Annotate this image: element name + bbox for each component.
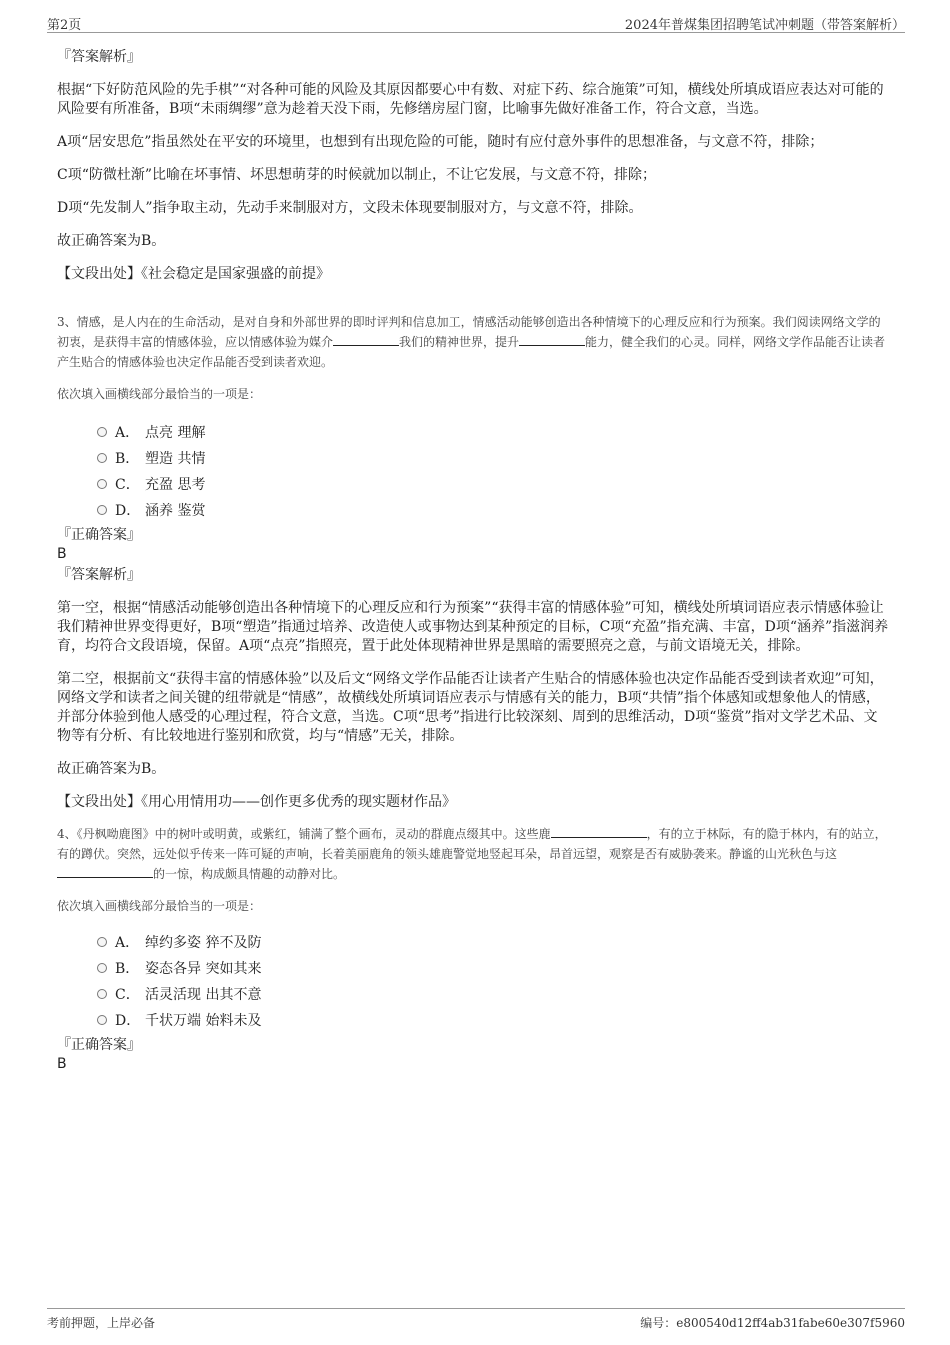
q3-options [57,422,890,526]
q2-source: 【文段出处】《社会稳定是国家强盛的前提》 [57,266,330,282]
q3-analysis-para-2: 第二空，根据前文“获得丰富的情感体验”以及后文“网络文学作品能否让读者产生贴合的情感体验也决定作品能否受到读者欢迎”可知，网络文学和读者之间关键的纽带就是“情感”，故横线处所填词语应表示与情感有关的能力，B项“共情”指个体感知或想象他人的情感，并部分体验到他人感受的心理过程，符合文意，当选。C项“思考”指进行比较深刻、周到的思维活动，D项“鉴赏”指对文学艺术品、文物等有分析、有比较地进行鉴别和欣赏，均与“情感”无关，排除。 [57,671,884,744]
q4-blank-2 [57,865,153,878]
radio-icon[interactable] [97,453,107,463]
q3-conclusion: 故正确答案为B。 [57,761,166,777]
radio-icon[interactable] [97,937,107,947]
q2-analysis-para: 根据“下好防范风险的先手棋”“对各种可能的风险及其原因都要心中有数、对症下药、综合施策”可知，横线处所填成语应表达对可能的风险要有所准备，B项“未雨绸缪”意为趁着天没下雨，先修缮房屋门窗，比喻事先做好准备工作，符合文意，当选。 [57,82,884,117]
q4-correct-label: 『正确答案』 [57,1037,141,1053]
document-title: 2024年普煤集团招聘笔试冲刺题（带答案解析） [624,18,905,33]
q4-options [57,932,890,1036]
radio-icon[interactable] [97,989,107,999]
page-footer [47,1308,905,1329]
footer-slogan: 考前押题，上岸必备 [47,1316,156,1330]
q3-correct-label: 『正确答案』 [57,527,141,543]
q3-option-d[interactable]: D． 涵养 鉴赏 [57,500,890,526]
q4-option-c[interactable]: C． 活灵活现 出其不意 [57,984,890,1010]
q4-correct-answer: B [57,1056,67,1072]
radio-icon[interactable] [97,963,107,973]
radio-icon[interactable] [97,479,107,489]
q3-analysis-label: 『答案解析』 [57,567,141,583]
radio-icon[interactable] [97,505,107,515]
q2-option-c-analysis: C项“防微杜渐”比喻在坏事情、坏思想萌芽的时候就加以制止，不让它发展，与文意不符，排除； [57,167,657,183]
q2-conclusion: 故正确答案为B。 [57,233,166,249]
q3-blank-1 [333,333,399,346]
q4-prompt: 依次填入画横线部分最恰当的一项是： [57,899,262,913]
q2-analysis-label: 『答案解析』 [57,49,141,65]
q3-option-c[interactable]: C． 充盈 思考 [57,474,890,500]
q4-option-b[interactable]: B． 姿态各异 突如其来 [57,958,890,984]
page-header [47,12,905,33]
q3-option-a[interactable]: A． 点亮 理解 [57,422,890,448]
radio-icon[interactable] [97,427,107,437]
page-number: 第2页 [47,18,82,33]
q4-option-a[interactable]: A． 绰约多姿 猝不及防 [57,932,890,958]
document-id: 编号：e800540d12ff4ab31fabe60e307f5960 [640,1316,905,1330]
radio-icon[interactable] [97,1015,107,1025]
q3-stem: 3、情感，是人内在的生命活动，是对自身和外部世界的即时评判和信息加工，情感活动能够创造出各种情境下的心理反应和行为预案。我们阅读网络文学的初衷，是获得丰富的情感体验，应以情感体验为媒介 我们的精神世界，提升 能力，健全我们的心灵。同样，网络文学作品能否让读者产生贴合的情感体验也决定作品能否受到读者欢迎。 [57,315,886,369]
q4-blank-1 [551,825,647,838]
main-content [57,40,890,1074]
q3-prompt: 依次填入画横线部分最恰当的一项是： [57,387,262,401]
q3-source: 【文段出处】《用心用情用功——创作更多优秀的现实题材作品》 [57,794,456,810]
q4-stem: 4、《丹枫呦鹿图》中的树叶或明黄，或紫红，铺满了整个画布，灵动的群鹿点缀其中。这些鹿 ，有的立于林际，有的隐于林内，有的站立，有的蹲伏。突然，远处似乎传来一阵可疑的声响，长着美丽鹿角的领头雄鹿警觉地竖起耳朵，昂首远望，观察是否有威胁袭来。静谧的山光秋色与这的一惊，构成颇具情趣的动静对比。 [57,827,887,881]
q2-option-d-analysis: D项“先发制人”指争取主动，先动手来制服对方，文段未体现要制服对方，与文意不符，排除。 [57,200,643,216]
q3-analysis-para-1: 第一空，根据“情感活动能够创造出各种情境下的心理反应和行为预案”“获得丰富的情感体验”可知，横线处所填词语应表示情感体验让我们精神世界变得更好，B项“塑造”指通过培养、改造使人或事物达到某种预定的目标，C项“充盈”指充满、丰富，D项“涵养”指滋润养育，均符合文段语境，保留。A项“点亮”指照亮，置于此处体现精神世界是黑暗的需要照亮之意，与前文语境无关，排除。 [57,600,889,654]
q4-option-d[interactable]: D． 千状万端 始料未及 [57,1010,890,1036]
q3-correct-answer: B [57,546,67,562]
q2-option-a-analysis: A项“居安思危”指虽然处在平安的环境里，也想到有出现危险的可能，随时有应付意外事件的思想准备，与文意不符，排除； [57,134,824,150]
q3-option-b[interactable]: B． 塑造 共情 [57,448,890,474]
q3-blank-2 [519,333,585,346]
